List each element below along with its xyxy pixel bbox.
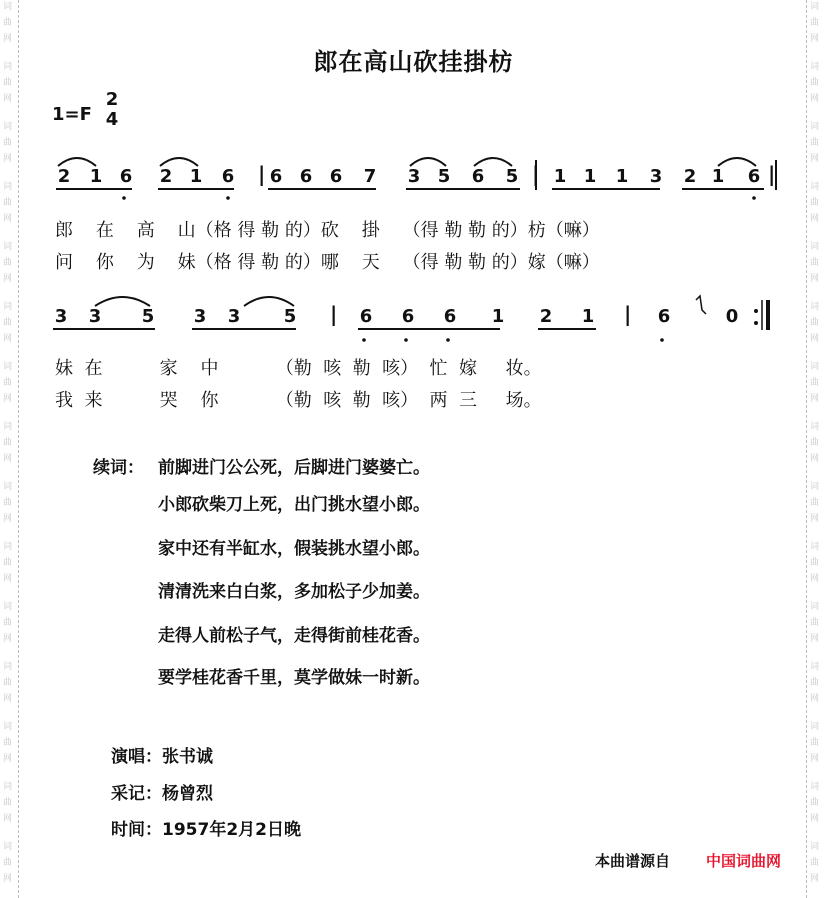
- watermark-char: 网: [3, 814, 13, 824]
- watermark-char: 曲: [810, 558, 820, 568]
- line1-note: 6: [471, 166, 485, 187]
- watermark-char: 词: [3, 782, 13, 792]
- line2-note: 3: [54, 306, 68, 327]
- watermark-char: 网: [3, 274, 13, 284]
- line2-note: 1: [581, 306, 595, 327]
- watermark-char: 曲: [3, 378, 13, 388]
- watermark-char: 网: [810, 454, 820, 464]
- watermark-char: 曲: [810, 138, 820, 148]
- key-signature: 1=F: [52, 104, 92, 125]
- watermark-char: 词: [3, 542, 13, 552]
- line1-note: 6: [119, 166, 133, 187]
- watermark-char: 网: [3, 94, 13, 104]
- watermark-char: 词: [3, 602, 13, 612]
- line2-note: 6: [359, 306, 373, 327]
- lyric-line-1: 郎 在 高 山（格 得 勒 的）砍 掛 （得 勒 勒 的）枋（嘛）: [55, 220, 600, 241]
- line1-note: 7: [363, 166, 377, 187]
- watermark-char: 网: [810, 514, 820, 524]
- line1-note: 6: [269, 166, 283, 187]
- watermark-char: 词: [3, 242, 13, 252]
- watermark-char: 网: [3, 754, 13, 764]
- line1-note: 3: [407, 166, 421, 187]
- lyric-line-2: 问 你 为 妹（格 得 勒 的）哪 天 （得 勒 勒 的）嫁（嘛）: [55, 252, 600, 273]
- line1-barline: |: [258, 162, 266, 186]
- watermark-char: 网: [810, 634, 820, 644]
- line1-note: 3: [649, 166, 663, 187]
- watermark-char: 网: [3, 514, 13, 524]
- watermark-char: 网: [810, 94, 820, 104]
- watermark-char: 网: [810, 274, 820, 284]
- line2-note: 5: [141, 306, 155, 327]
- line1-note: 5: [437, 166, 451, 187]
- watermark-char: 词: [3, 302, 13, 312]
- watermark-char: 网: [3, 574, 13, 584]
- watermark-char: 网: [810, 814, 820, 824]
- watermark-char: 词: [810, 362, 820, 372]
- verse-4: 清清洗来白白浆，多加松子少加姜。: [158, 582, 430, 602]
- watermark-char: 曲: [3, 678, 13, 688]
- watermark-char: 词: [810, 302, 820, 312]
- watermark-char: 网: [810, 694, 820, 704]
- line1-note: 2: [57, 166, 71, 187]
- credit-recorder: 采记：杨曾烈: [111, 784, 213, 804]
- watermark-char: 网: [810, 874, 820, 884]
- line1-note: 1: [711, 166, 725, 187]
- watermark-char: 网: [810, 214, 820, 224]
- watermark-char: 曲: [3, 258, 13, 268]
- watermark-char: 词: [3, 2, 13, 12]
- watermark-char: 网: [810, 754, 820, 764]
- verse-6: 要学桂花香千里，莫学做妹一时新。: [158, 668, 430, 688]
- watermark-char: 曲: [3, 198, 13, 208]
- watermark-char: 词: [810, 122, 820, 132]
- watermark-char: 曲: [810, 318, 820, 328]
- watermark-char: 词: [810, 482, 820, 492]
- source-site-link[interactable]: 中国词曲网: [706, 852, 782, 870]
- line1-note: 5: [505, 166, 519, 187]
- line2-barline: |: [330, 302, 338, 326]
- watermark-char: 曲: [3, 858, 13, 868]
- watermark-char: 曲: [3, 618, 13, 628]
- watermark-char: 曲: [3, 798, 13, 808]
- watermark-char: 曲: [3, 498, 13, 508]
- watermark-char: 曲: [810, 258, 820, 268]
- line2-note: 5: [283, 306, 297, 327]
- credit-singer: 演唱：张书诚: [111, 747, 213, 767]
- line1-barline: |: [768, 162, 776, 186]
- watermark-char: 词: [810, 62, 820, 72]
- verse-1: 前脚进门公公死，后脚进门婆婆亡。: [158, 458, 430, 478]
- line2-note: 3: [227, 306, 241, 327]
- source-prefix: 本曲谱源自: [595, 852, 671, 870]
- line1-note: 6: [329, 166, 343, 187]
- credit-time: 时间：1957年2月2日晚: [111, 820, 301, 840]
- line2-note: 6: [443, 306, 457, 327]
- watermark-char: 网: [3, 154, 13, 164]
- line1-note: 1: [89, 166, 103, 187]
- line2-note: 6: [657, 306, 671, 327]
- lyric-line-4: 我 来 哭 你 （勒 咳 勒 咳） 两 三 场。: [55, 390, 542, 411]
- watermark-char: 网: [3, 874, 13, 884]
- lyric-line-3: 妹 在 家 中 （勒 咳 勒 咳） 忙 嫁 妆。: [55, 358, 542, 379]
- watermark-char: 网: [3, 634, 13, 644]
- watermark-char: 曲: [3, 78, 13, 88]
- line2-note: 1: [491, 306, 505, 327]
- watermark-char: 词: [3, 722, 13, 732]
- watermark-char: 词: [810, 602, 820, 612]
- watermark-char: 网: [3, 334, 13, 344]
- watermark-char: 曲: [810, 18, 820, 28]
- watermark-char: 词: [810, 182, 820, 192]
- watermark-char: 曲: [3, 438, 13, 448]
- line1-note: 6: [299, 166, 313, 187]
- line2-note: 3: [193, 306, 207, 327]
- line2-note: 3: [88, 306, 102, 327]
- line1-note: 1: [583, 166, 597, 187]
- watermark-char: 网: [810, 34, 820, 44]
- watermark-char: 词: [810, 422, 820, 432]
- line1-note: 1: [189, 166, 203, 187]
- line1-note: 2: [159, 166, 173, 187]
- watermark-char: 曲: [810, 618, 820, 628]
- watermark-char: 曲: [810, 498, 820, 508]
- verse-2: 小郎砍柴刀上死，出门挑水望小郎。: [158, 495, 430, 515]
- verse-label: 续词：: [93, 458, 144, 478]
- watermark-char: 词: [810, 242, 820, 252]
- verse-5: 走得人前松子气，走得街前桂花香。: [158, 626, 430, 646]
- watermark-char: 词: [3, 482, 13, 492]
- watermark-char: 词: [3, 662, 13, 672]
- watermark-char: 曲: [810, 798, 820, 808]
- watermark-char: 网: [3, 394, 13, 404]
- line2-note: 6: [401, 306, 415, 327]
- watermark-char: 网: [810, 154, 820, 164]
- watermark-char: 词: [3, 122, 13, 132]
- watermark-char: 词: [3, 182, 13, 192]
- line2-barline: |: [624, 302, 632, 326]
- watermark-char: 词: [810, 2, 820, 12]
- verse-3: 家中还有半缸水，假装挑水望小郎。: [158, 539, 430, 559]
- line1-barline: |: [532, 162, 540, 186]
- watermark-char: 网: [3, 694, 13, 704]
- watermark-char: 词: [810, 782, 820, 792]
- watermark-char: 网: [810, 334, 820, 344]
- watermark-char: 曲: [810, 438, 820, 448]
- line2-note: 2: [539, 306, 553, 327]
- watermark-char: 网: [3, 214, 13, 224]
- watermark-char: 词: [810, 542, 820, 552]
- watermark-char: 词: [3, 842, 13, 852]
- watermark-char: 网: [810, 394, 820, 404]
- line1-note: 1: [615, 166, 629, 187]
- watermark-char: 词: [810, 722, 820, 732]
- song-title: 郎在高山砍挂掛枋: [313, 48, 514, 76]
- watermark-char: 曲: [810, 78, 820, 88]
- watermark-char: 词: [3, 362, 13, 372]
- line1-note: 6: [747, 166, 761, 187]
- line2-note: 0: [725, 306, 739, 327]
- watermark-char: 曲: [810, 738, 820, 748]
- watermark-char: 词: [810, 662, 820, 672]
- watermark-char: 曲: [810, 378, 820, 388]
- line1-note: 2: [683, 166, 697, 187]
- line1-note: 1: [553, 166, 567, 187]
- time-signature: 2 4: [105, 89, 119, 130]
- watermark-char: 曲: [3, 138, 13, 148]
- watermark-char: 曲: [810, 198, 820, 208]
- watermark-char: 网: [3, 34, 13, 44]
- watermark-char: 曲: [3, 18, 13, 28]
- watermark-char: 曲: [810, 858, 820, 868]
- watermark-char: 曲: [810, 678, 820, 688]
- watermark-char: 曲: [3, 738, 13, 748]
- watermark-char: 网: [3, 454, 13, 464]
- watermark-char: 网: [810, 574, 820, 584]
- watermark-char: 词: [3, 422, 13, 432]
- watermark-char: 曲: [3, 318, 13, 328]
- line1-note: 6: [221, 166, 235, 187]
- watermark-char: 词: [810, 842, 820, 852]
- watermark-char: 词: [3, 62, 13, 72]
- watermark-char: 曲: [3, 558, 13, 568]
